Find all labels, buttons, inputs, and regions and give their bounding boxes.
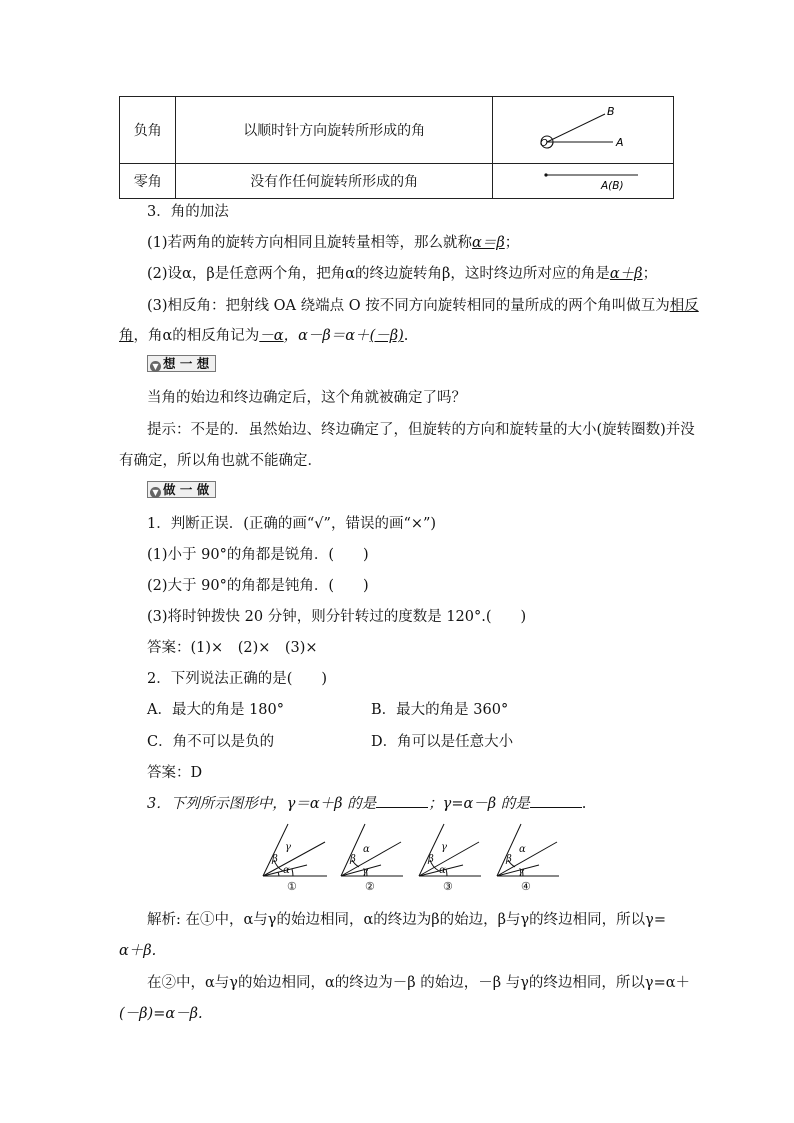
paragraph-continued: 角，角α的相反角记为－α，α－β＝α＋(－β). [119, 328, 409, 344]
think-section-label: ▼ 想 一 想 [147, 355, 216, 372]
table-row [120, 97, 674, 164]
q2-option-a: A．最大的角是 180° [147, 702, 285, 718]
figure-number: ① [287, 880, 297, 893]
figure-number: ② [365, 880, 375, 893]
q1-stem: 1．判断正误．(正确的画“√”，错误的画“×”) [147, 516, 437, 532]
negative-angle-figure-cell [492, 97, 673, 164]
svg-text:α: α [439, 865, 446, 876]
chevron-down-icon: ▼ [150, 487, 161, 498]
answer-underlined: α＋β [609, 266, 643, 282]
label-B: B [606, 105, 615, 118]
answer-blank [376, 795, 428, 808]
q3-stem: 3．下列所示图形中，γ＝α＋β 的是 ；γ=α－β 的是 . [147, 796, 587, 812]
svg-text:β: β [272, 854, 278, 865]
zero-angle-figure [493, 164, 673, 194]
angle-desc-cell: 以顺时针方向旋转所形成的角 [176, 97, 493, 164]
svg-text:α: α [519, 844, 526, 855]
q2-answer: 答案：D [147, 765, 203, 781]
figure-number: ④ [521, 880, 531, 893]
think-question: 当角的始边和终边确定后，这个角就被确定了吗？ [147, 390, 466, 406]
chevron-down-icon: ▼ [150, 361, 161, 372]
answer-underlined: α＝β [472, 235, 505, 251]
table-row [120, 164, 674, 199]
answer-underlined: (－β) [369, 328, 404, 344]
svg-text:β: β [350, 854, 356, 865]
svg-text:β: β [428, 854, 434, 865]
answer-blank [530, 795, 582, 808]
figure-number: ③ [443, 880, 453, 893]
paragraph: (1)若两角的旋转方向相同且旋转量相等，那么就称α＝β； [147, 235, 520, 251]
angle-name-cell: 零角 [120, 164, 176, 199]
q2-stem: 2．下列说法正确的是( ) [147, 671, 328, 687]
angle-desc-cell: 没有作任何旋转所形成的角 [176, 164, 493, 199]
think-hint: 提示：不是的．虽然始边、终边确定了，但旋转的方向和旋转量的大小(旋转圈数)并没 [147, 422, 695, 438]
q1-answer: 答案：(1)× (2)× (3)× [147, 640, 318, 656]
zero-angle-figure-cell [492, 164, 673, 199]
q2-option-c: C．角不可以是负的 [147, 734, 275, 750]
section-title: 3．角的加法 [147, 204, 229, 220]
label-O: O [539, 138, 548, 149]
analysis-line: α＋β. [119, 943, 157, 959]
paragraph: (2)设α，β是任意两个角，把角α的终边旋转角β，这时终边所对应的角是α＋β； [147, 266, 658, 282]
label-A: A [615, 136, 624, 149]
q3-figures [255, 820, 565, 896]
svg-text:γ: γ [362, 866, 368, 877]
analysis-line: 解析: 在①中，α与γ的始边相同，α的终边为β的始边，β与γ的终边相同，所以γ= [147, 912, 666, 928]
svg-text:α: α [283, 865, 290, 876]
q2-option-b: B．最大的角是 360° [371, 702, 509, 718]
svg-text:γ: γ [441, 842, 447, 853]
q1-item: (1)小于 90°的角都是锐角．( ) [147, 547, 369, 563]
analysis-line: (－β)=α－β. [119, 1006, 203, 1022]
svg-text:β: β [506, 854, 512, 865]
paragraph: (3)相反角：把射线 OA 绕端点 O 按不同方向旋转相同的量所成的两个角叫做互为相反 [147, 298, 699, 314]
angle-name-cell: 负角 [120, 97, 176, 164]
svg-text:γ: γ [285, 842, 291, 853]
svg-text:γ: γ [518, 866, 524, 877]
label-AB: A(B) [600, 180, 624, 192]
q1-item: (3)将时钟拨快 20 分钟，则分针转过的度数是 120°.( ) [147, 609, 527, 625]
analysis-line: 在②中，α与γ的始边相同，α的终边为－β 的始边，－β 与γ的终边相同，所以γ=α＋ [147, 975, 691, 991]
q1-item: (2)大于 90°的角都是钝角．( ) [147, 578, 369, 594]
angle-types-table [119, 96, 674, 199]
think-hint-continued: 有确定，所以角也就不能确定． [119, 453, 322, 469]
answer-underlined: 相反 [669, 298, 699, 314]
negative-angle-figure [493, 97, 673, 159]
do-section-label: ▼ 做 一 做 [147, 481, 216, 498]
svg-text:α: α [363, 844, 370, 855]
answer-underlined: －α [259, 328, 284, 344]
q2-option-d: D．角可以是任意大小 [371, 734, 514, 750]
